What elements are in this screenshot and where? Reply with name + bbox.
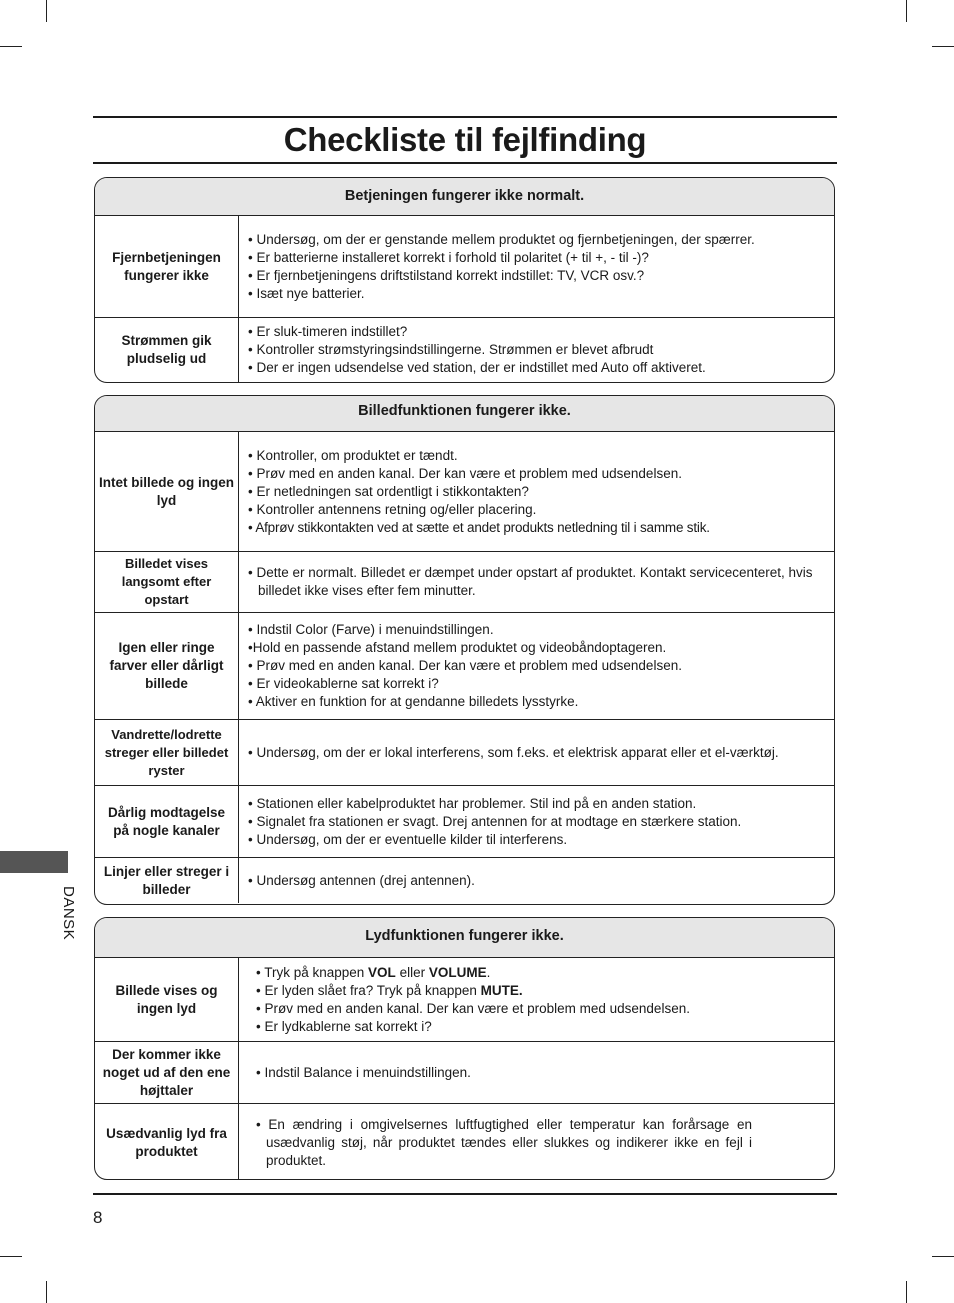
list-item: • En ændring i omgivelsernes luftfugtighed eller temperatur kan forårsage en usædvanlig støj, når produktet tændes eller slukkes og indikerer ikke en fejl i produktet. <box>256 1116 752 1168</box>
row-content <box>239 552 834 612</box>
row-content <box>239 786 834 857</box>
list-item: • Stationen eller kabelproduktet har problemer. Stil ind på en anden station. <box>248 795 697 811</box>
list-item: • Er sluk-timeren indstillet? <box>248 324 408 339</box>
row-label: Intet billede og ingen lyd <box>95 432 239 551</box>
list-item: • Dette er normalt. Billedet er dæmpet under opstart af produktet. Kontakt servicecenteret, hvis billedet ikke vises efter fem minutter. <box>248 565 813 598</box>
crop-mark <box>46 0 47 22</box>
list-item: • Prøv med en anden kanal. Der kan være et problem med udsendelsen. <box>256 1000 690 1016</box>
table-row <box>95 551 834 612</box>
crop-mark <box>906 0 907 22</box>
list-item: • Er fjernbetjeningens driftstilstand korrekt indstillet: TV, VCR osv.? <box>248 267 645 283</box>
row-label: Der kommer ikke noget ud af den ene højttaler <box>95 1042 239 1103</box>
row-label: Usædvanlig lyd fra produktet <box>95 1104 239 1180</box>
list-item: • Er videokablerne sat korrekt i? <box>248 676 439 691</box>
title-bottom-rule <box>93 162 837 164</box>
language-tab-marker <box>0 851 68 873</box>
row-label: Vandrette/lodrette streger eller billedet ryster <box>95 720 239 785</box>
section-remote-control <box>94 177 835 383</box>
list-item: • Isæt nye batterier. <box>248 285 365 301</box>
list-item: • Undersøg, om der er eventuelle kilder til interferens. <box>248 831 568 847</box>
crop-mark <box>906 1281 907 1303</box>
table-row <box>95 612 834 719</box>
language-side-label: DANSK <box>60 886 77 941</box>
row-content <box>239 216 834 317</box>
table-row <box>95 1041 834 1103</box>
list-item: • Tryk på knappen VOL eller VOLUME. <box>256 964 491 980</box>
section-header: Billedfunktionen fungerer ikke. <box>95 396 834 432</box>
table-row <box>95 317 834 382</box>
row-label: Strømmen gik pludselig ud <box>95 318 239 382</box>
list-item: • Prøv med en anden kanal. Der kan være et problem med udsendelsen. <box>248 658 682 673</box>
row-label: Billede vises og ingen lyd <box>95 958 239 1041</box>
row-content <box>239 720 834 785</box>
row-label: Billedet vises langsomt efter opstart <box>95 552 239 612</box>
list-item: • Indstil Balance i menuindstillingen. <box>256 1064 471 1080</box>
row-label: Fjernbetjeningen fungerer ikke <box>95 216 239 317</box>
list-item: • Der er ingen udsendelse ved station, der er indstillet med Auto off aktiveret. <box>248 360 706 375</box>
table-row <box>95 857 834 903</box>
row-content <box>239 1042 834 1103</box>
list-item: • Kontroller strømstyringsindstillingerne. Strømmen er blevet afbrudt <box>248 342 654 357</box>
table-row <box>95 785 834 857</box>
crop-mark <box>0 1256 22 1257</box>
list-item: • Prøv med en anden kanal. Der kan være et problem med udsendelsen. <box>248 465 682 481</box>
row-content <box>239 1104 834 1180</box>
list-item: • Er lyden slået fra? Tryk på knappen MUTE. <box>256 982 523 998</box>
list-item: • Undersøg antennen (drej antennen). <box>248 872 475 888</box>
list-item: • Indstil Color (Farve) i menuindstillingen. <box>248 622 494 637</box>
page-title: Checkliste til fejlfinding <box>283 121 647 158</box>
table-row <box>95 958 834 1041</box>
row-content <box>239 318 834 382</box>
crop-mark <box>0 46 22 47</box>
row-label: Igen eller ringe farver eller dårligt billede <box>95 613 239 719</box>
list-item: • Kontroller antennens retning og/eller placering. <box>248 501 537 517</box>
table-row <box>95 432 834 551</box>
crop-mark <box>932 1256 954 1257</box>
list-item: •Hold en passende afstand mellem produktet og videobåndoptageren. <box>248 640 667 655</box>
list-item: • Kontroller, om produktet er tændt. <box>248 447 458 463</box>
crop-mark <box>932 46 954 47</box>
footer-rule <box>93 1193 837 1195</box>
section-sound <box>94 917 835 1180</box>
list-item: • Er lydkablerne sat korrekt i? <box>256 1018 432 1034</box>
list-item: • Er batterierne installeret korrekt i forhold til polaritet (+ til +, - til -)? <box>248 249 649 265</box>
list-item: • Er netledningen sat ordentligt i stikkontakten? <box>248 483 529 499</box>
row-content <box>239 958 834 1041</box>
row-label: Linjer eller streger i billeder <box>95 858 239 903</box>
list-item: • Undersøg, om der er genstande mellem produktet og fjernbetjeningen, der spærrer. <box>248 231 755 247</box>
list-item: • Undersøg, om der er lokal interferens, som f.eks. et elektrisk apparat eller et el-værktøj. <box>248 744 779 760</box>
table-row <box>95 216 834 317</box>
page-number: 8 <box>93 1208 103 1227</box>
table-row <box>95 719 834 785</box>
row-content <box>239 858 834 903</box>
list-item: • Aktiver en funktion for at gendanne billedets lysstyrke. <box>248 694 579 709</box>
section-picture <box>94 395 835 905</box>
section-header: Betjeningen fungerer ikke normalt. <box>95 178 834 216</box>
list-item: • Signalet fra stationen er svagt. Drej antennen for at modtage en stærkere station. <box>248 813 742 829</box>
row-content <box>239 613 834 719</box>
row-label: Dårlig modtagelse på nogle kanaler <box>95 786 239 857</box>
row-content <box>239 432 834 551</box>
section-header: Lydfunktionen fungerer ikke. <box>95 918 834 958</box>
list-item: • Afprøv stikkontakten ved at sætte et andet produkts netledning til i samme stik. <box>248 519 710 535</box>
table-row <box>95 1103 834 1180</box>
crop-mark <box>46 1281 47 1303</box>
